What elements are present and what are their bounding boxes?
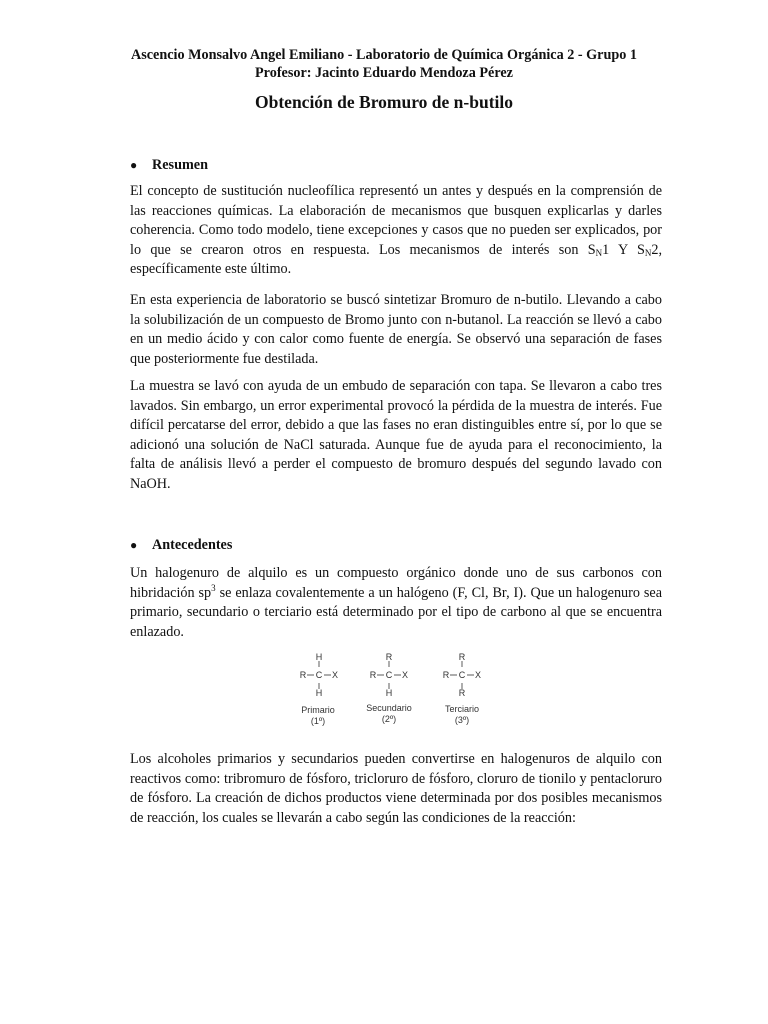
superscript: 3 bbox=[211, 582, 216, 593]
document-title: Obtención de Bromuro de n-butilo bbox=[255, 92, 513, 112]
document-header bbox=[0, 46, 768, 82]
resumen-paragraph-2: En esta experiencia de laboratorio se buscó sintetizar Bromuro de n-butilo. Llevando a cabo la solubilización de un compuesto de Bromo junto con n-butanol. La reacción se llevó a cabo en un medio ácido y con calor como fuente de energía. Se observó una separación de fases que posteriormente fue destilada. bbox=[130, 292, 662, 367]
atom-label: X bbox=[474, 670, 482, 680]
text-run: 2, específicamente este último. bbox=[130, 241, 662, 278]
structure-degree: (2º) bbox=[381, 714, 397, 724]
text-run: se enlaza covalentemente a un halógeno (F, Cl, Br, I). Que un halogenuro sea primario, secundario o terciario está determinado por el tipo de carbono al que se encuentra enlazado. bbox=[130, 584, 662, 640]
atom-label: R bbox=[299, 670, 307, 680]
section-heading-antecedentes bbox=[130, 536, 232, 554]
subscript: N bbox=[644, 247, 652, 258]
atom-label: R bbox=[458, 688, 466, 698]
atom-label: H bbox=[315, 652, 323, 662]
atom-label: X bbox=[401, 670, 409, 680]
atom-label: C bbox=[315, 670, 323, 680]
text-run: El concepto de sustitución nucleofílica representó un antes y después en la comprensión de las reacciones químicas. La elaboración de mecanismos que busquen explicarlas y darles coherencia. Como todo modelo, tiene excepciones y casos que no pueden ser explicados, por lo que se crearon otros en respuesta. Los mecanismos de interés son S bbox=[130, 183, 662, 258]
atom-label: C bbox=[458, 670, 466, 680]
resumen-paragraph-3: La muestra se lavó con ayuda de un embudo de separación con tapa. Se llevaron a cabo tres lavados. Sin embargo, un error experimental provocó la pérdida de la muestra de interés. Fue difícil percatarse del error, debido a que las fases no eran distinguibles entre sí, por lo que se adicionó una solución de NaCl saturada. Aunque fue de ayuda para el reconocimiento, la falta de análisis llevó a perder el compuesto de bromuro después del segundo lavado con NaOH. bbox=[130, 378, 662, 492]
structure-degree: (3º) bbox=[454, 715, 470, 725]
header-author-line: Ascencio Monsalvo Angel Emiliano - Laboratorio de Química Orgánica 2 - Grupo 1 bbox=[130, 47, 637, 63]
resumen-paragraph-1 bbox=[130, 182, 662, 280]
section-heading-label: Resumen bbox=[152, 157, 208, 173]
text-run: 1 Y S bbox=[602, 241, 645, 258]
atom-label: R bbox=[385, 652, 393, 662]
structure-label: Primario bbox=[301, 705, 335, 715]
antecedentes-paragraph-2: Los alcoholes primarios y secundarios pueden convertirse en halogenuros de alquilo con reactivos como: tribromuro de fósforo, tricloruro de fósforo, cloruro de tionilo y pentacloruro de fósforo. La creación de dichos productos viene determinada por dos posibles mecanismos de reacción, los cuales se llevarán a cabo según las condiciones de la reacción: bbox=[130, 751, 662, 826]
structure-label: Terciario bbox=[444, 704, 480, 714]
atom-label: H bbox=[315, 688, 323, 698]
structures-svg bbox=[290, 652, 490, 730]
alkyl-halide-structures-figure bbox=[290, 652, 490, 730]
atom-label: R bbox=[442, 670, 450, 680]
atom-label: C bbox=[385, 670, 393, 680]
section-heading-resumen bbox=[130, 156, 208, 174]
subscript: N bbox=[595, 247, 603, 258]
structure-degree: (1º) bbox=[310, 716, 326, 726]
atom-label: R bbox=[458, 652, 466, 662]
bullet-icon: ● bbox=[130, 158, 138, 172]
atom-label: H bbox=[385, 688, 393, 698]
atom-label: X bbox=[331, 670, 339, 680]
header-professor-line: Profesor: Jacinto Eduardo Mendoza Pérez bbox=[255, 65, 513, 81]
antecedentes-paragraph-1 bbox=[130, 564, 662, 642]
atom-label: R bbox=[369, 670, 377, 680]
text-run: Un halogenuro de alquilo es un compuesto orgánico donde uno de sus carbonos con hibridación sp bbox=[130, 565, 662, 601]
bullet-icon: ● bbox=[130, 538, 138, 552]
structure-label: Secundario bbox=[366, 703, 412, 713]
section-heading-label: Antecedentes bbox=[152, 537, 233, 553]
